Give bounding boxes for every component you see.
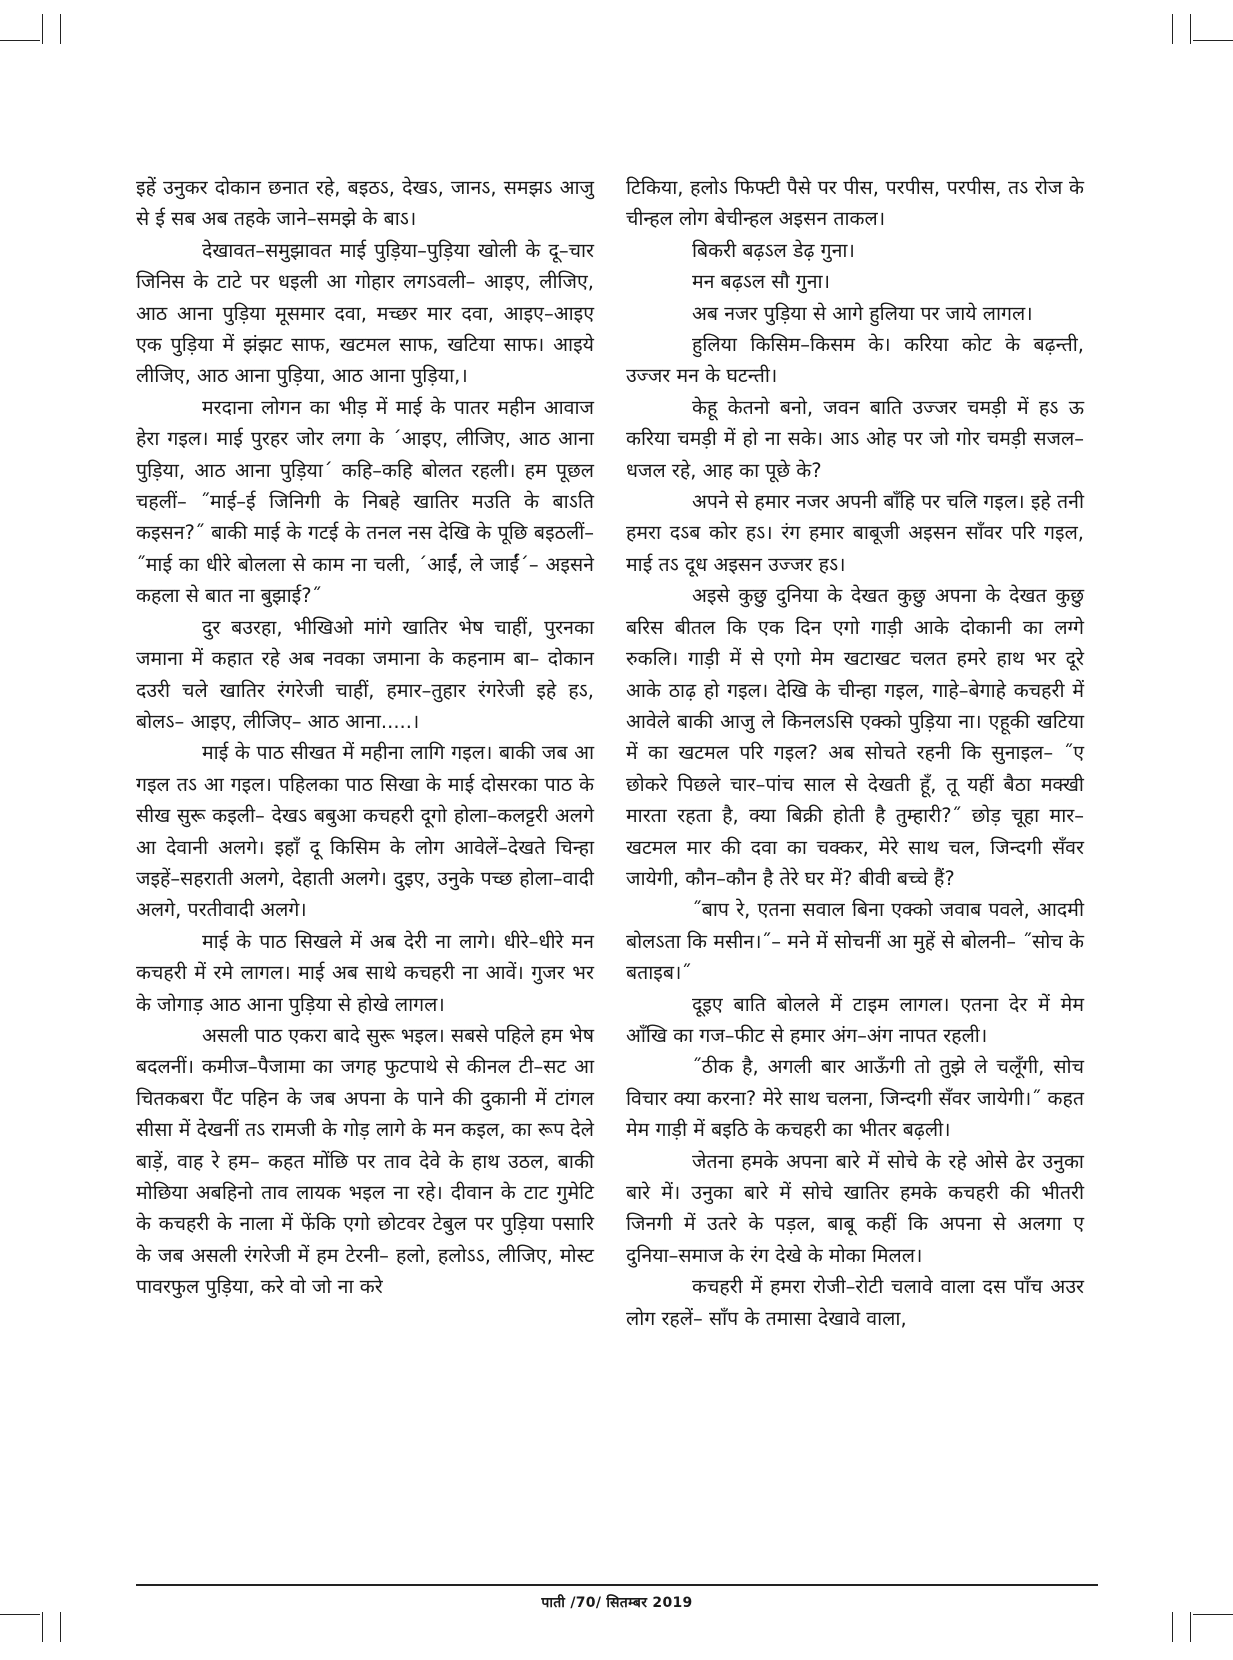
crop-mark-top-right-v	[1190, 14, 1191, 44]
footer-rule	[136, 1584, 1098, 1586]
crop-mark-bottom-left-v2	[60, 1612, 61, 1642]
paragraph: मरदाना लोगन का भीड़ में माई के पातर महीन आवाज हेरा गइल। माई पुरहर जोर लगा के ´आइए, लीजिए, आठ आना पुड़िया, आठ आना पुड़िया´ कहि–कहि बोलत रहली। हम पूछल चहलीं– ˝माई–ई जिनिगी के निबहे खातिर मउति के बाऽति कइसन?˝ बाकी माई के गटई के तनल नस देखि के पूछि बइठलीं–˝माई का धीरे बोलला से काम ना चली, ´आईं, ले जाईं´– अइसने कहला से बात ना बुझाई?˝	[136, 395, 594, 608]
paragraph: अब नजर पुड़िया से आगे हुलिया पर जाये लागल।	[692, 301, 1033, 325]
paragraph: जेतना हमके अपना बारे में सोचे के रहे ओसे ढेर उनुका बारे में। उनुका बारे में सोचे खातिर हमके कचहरी की भीतरी जिनगी में उतरे के पड़ल, बाबू कहीं कि अपना से अलगा ए दुनिया–समाज के रंग देखे के मोका मिलल।	[626, 1149, 1084, 1267]
paragraph: टिकिया, हलोऽ फिफ्टी पैसे पर पीस, परपीस, परपीस, तऽ रोज के चीन्हल लोग बेचीन्हल अइसन ताकल।	[626, 176, 1084, 231]
crop-mark-bottom-right-v	[1190, 1612, 1191, 1642]
paragraph: ˝ठीक है, अगली बार आऊँगी तो तुझे ले चलूँगी, सोच विचार क्या करना? मेरे साथ चलना, जिन्दगी सँवर जायेगी।˝ कहत मेम गाड़ी में बइठि के कचहरी का भीतर बढ़ली।	[626, 1055, 1084, 1142]
paragraph: बिकरी बढ़ऽल डेढ़ गुना।	[692, 238, 855, 262]
paragraph: माई के पाठ सिखले में अब देरी ना लागे। धीरे–धीरे मन कचहरी में रमे लागल। माई अब साथे कचहरी ना आवें। गुजर भर के जोगाड़ आठ आना पुड़िया से होखे लागल।	[136, 929, 594, 1016]
crop-mark-top-left-v	[42, 14, 43, 44]
crop-mark-top-left-v2	[60, 14, 61, 44]
paragraph: कचहरी में हमरा रोजी–रोटी चलावे वाला दस पाँच अउर लोग रहलें– साँप के तमासा देखावे वाला,	[626, 1275, 1084, 1330]
left-column	[136, 172, 594, 1303]
paragraph: दुर बउरहा, भीखिओ मांगे खातिर भेष चाहीं, पुरनका जमाना में कहात रहे अब नवका जमाना के कहनाम बा– दोकान दउरी चले खातिर रंगरेजी चाहीं, हमार–तुहार रंगरेजी इहे हऽ, बोलऽ– आइए, लीजिए– आठ आना.....।	[136, 615, 594, 733]
paragraph: ˝बाप रे, एतना सवाल बिना एक्को जवाब पवले, आदमी बोलऽता कि मसीन।˝– मने में सोचनीं आ मुहें से बोलनी– ˝सोच के बताइब।˝	[626, 898, 1084, 985]
crop-mark-bottom-right-h	[1193, 1614, 1233, 1615]
page-body	[136, 172, 1098, 1572]
page-footer: पाती /70/ सितम्बर 2019	[541, 1595, 693, 1611]
paragraph: हुलिया किसिम–किसम के। करिया कोट के बढ़न्ती, उज्जर मन के घटन्ती।	[626, 333, 1084, 388]
paragraph: अपने से हमार नजर अपनी बाँहि पर चलि गइल। इहे तनी हमरा दऽब कोर हऽ। रंग हमार बाबूजी अइसन साँवर परि गइल, माई तऽ दूध अइसन उज्जर हऽ।	[626, 490, 1084, 576]
paragraph: मन बढ़ऽल सौ गुना।	[692, 270, 830, 294]
crop-mark-top-right-h	[1193, 40, 1233, 41]
paragraph: माई के पाठ सीखत में महीना लागि गइल। बाकी जब आ गइल तऽ आ गइल। पहिलका पाठ सिखा के माई दोसरका पाठ के सीख सुरू कइली– देखऽ बबुआ कचहरी दूगो होला–कलट्टरी अलगे आ देवानी अलगे। इहाँ दू किसिम के लोग आवेलें–देखते चिन्हा जइहें–सहराती अलगे, देहाती अलगे। दुइए, उनुके पच्छ होला–वादी अलगे, परतीवादी अलगे।	[136, 741, 594, 922]
crop-mark-top-right-v2	[1172, 14, 1173, 44]
paragraph: इहें उनुकर दोकान छनात रहे, बइठऽ, देखऽ, जानऽ, समझऽ आजु से ई सब अब तहके जाने–समझे के बाऽ।	[136, 176, 594, 231]
paragraph: देखावत–समुझावत माई पुड़िया–पुड़िया खोली के दू–चार जिनिस के टाटे पर धइली आ गोहार लगऽवली– आइए, लीजिए, आठ आना पुड़िया मूसमार दवा, मच्छर मार दवा, आइए–आइए एक पुड़िया में झंझट साफ, खटमल साफ, खटिया साफ। आइये लीजिए, आठ आना पुड़िया, आठ आना पुड़िया,।	[136, 238, 594, 388]
paragraph: दूइए बाति बोलले में टाइम लागल। एतना देर में मेम आँखि का गज–फीट से हमार अंग–अंग नापत रहली।	[626, 992, 1084, 1047]
right-column	[626, 172, 1084, 1334]
paragraph: असली पाठ एकरा बादे सुरू भइल। सबसे पहिले हम भेष बदलनीं। कमीज–पैजामा का जगह फुटपाथे से कीनल टी–सट आ चितकबरा पैंट पहिन के जब अपना के पाने की दुकानी में टांगल सीसा में देखनीं तऽ रामजी के गोड़ लागे के मन कइल, का रूप देले बाड़ें, वाह रे हम– कहत मोंछि पर ताव देवे के हाथ उठल, बाकी मोछिया अबहिनो ताव लायक भइल ना रहे। दीवान के टाट गुमेटि के कचहरी के नाला में फेंकि एगो छोटवर टेबुल पर पुड़िया पसारि के जब असली रंगरेजी में हम टेरनी– हलो, हलोऽऽ, लीजिए, मोस्ट पावरफुल पुड़िया, करे वो जो ना करे	[136, 1023, 594, 1299]
crop-mark-bottom-left-v	[42, 1612, 43, 1642]
paragraph: केहू केतनो बनो, जवन बाति उज्जर चमड़ी में हऽ ऊ करिया चमड़ी में हो ना सके। आऽ ओह पर जो गोर चमड़ी सजल–धजल रहे, आह का पूछे के?	[626, 395, 1084, 482]
crop-mark-bottom-right-v2	[1172, 1612, 1173, 1642]
paragraph: अइसे कुछु दुनिया के देखत कुछु अपना के देखत कुछु बरिस बीतल कि एक दिन एगो गाड़ी आके दोकानी का लग्गे रुकलि। गाड़ी में से एगो मेम खटाखट चलत हमरे हाथ भर दूरे आके ठाढ़ हो गइल। देखि के चीन्हा गइल, गाहे–बेगाहे कचहरी में आवेले बाकी आजु ले किनलऽसि एक्को पुड़िया ना। एहूकी खटिया में का खटमल परि गइल? अब सोचते रहनी कि सुनाइल– ˝ए छोकरे पिछले चार–पांच साल से देखती हूँ, तू यहीं बैठा मक्खी मारता रहता है, क्या बिक्री होती है तुम्हारी?˝ छोड़ चूहा मार–खटमल मार की दवा का चक्कर, मेरे साथ चल, जिन्दगी सँवर जायेगी, कौन–कौन है तेरे घर में? बीवी बच्चे हैं?	[626, 584, 1084, 890]
crop-mark-top-left-h	[0, 40, 40, 41]
crop-mark-bottom-left-h	[0, 1614, 40, 1615]
